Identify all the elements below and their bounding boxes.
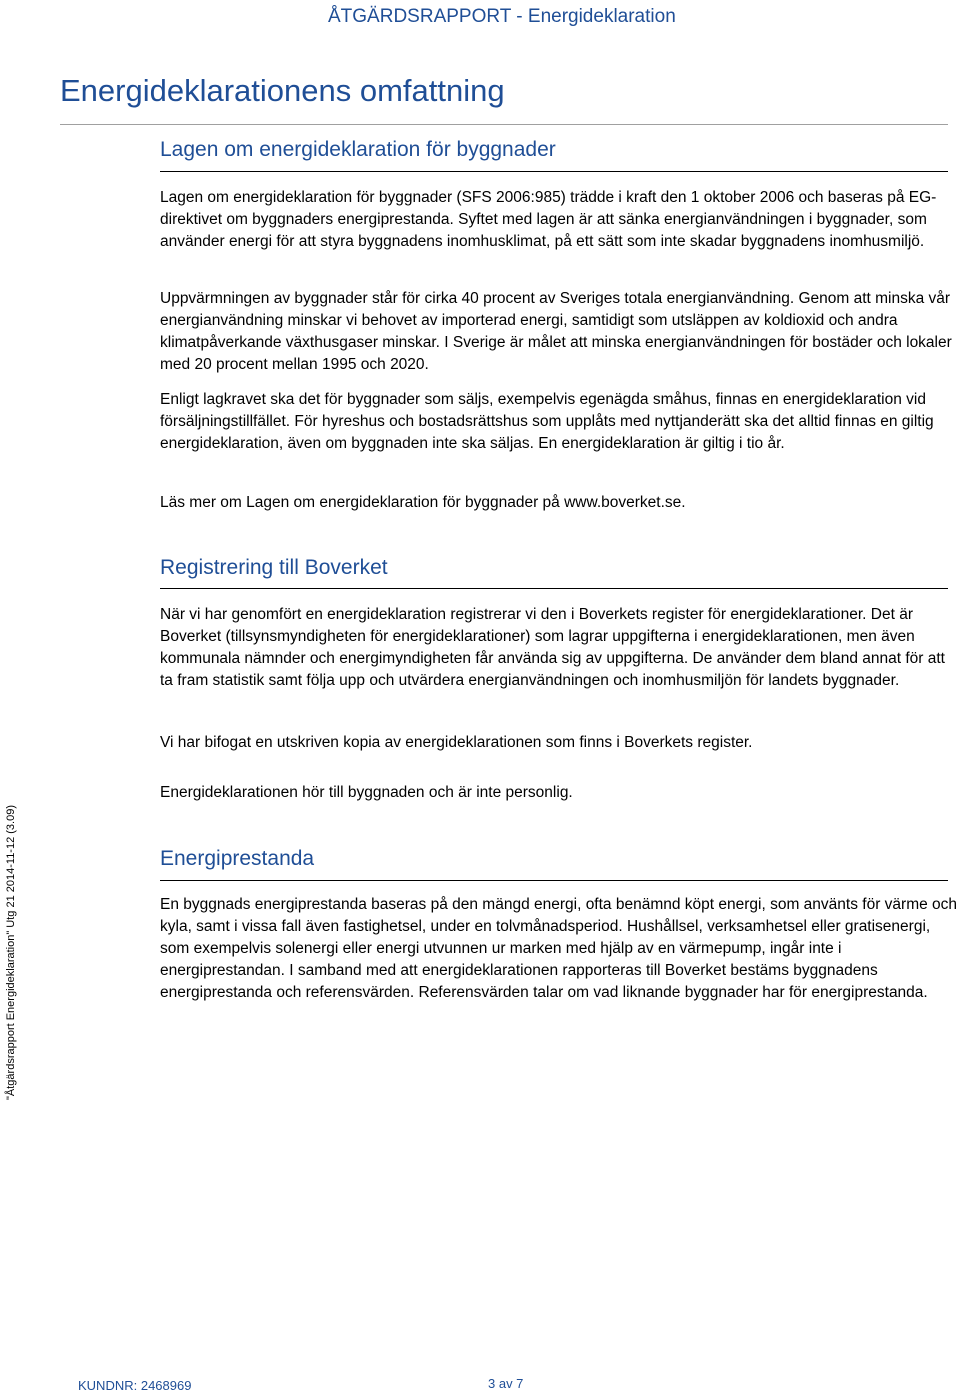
paragraph: Läs mer om Lagen om energideklaration för byggnader på www.boverket.se. [160, 494, 686, 511]
report-header-title: ÅTGÄRDSRAPPORT - Energideklaration [328, 6, 676, 27]
paragraph: När vi har genomfört en energideklaration registrerar vi den i Boverkets register för energideklarationer. Det är Boverket (tillsynsmyndigheten för energideklarationer) som lagrar uppgifterna i energideklarationen, men även kommunala nämnder och energimyndigheten får använda sig av uppgifterna. De använder dem bland annat för att ta fram statistik samt följa upp och utvärdera energianvändningen och inomhusmiljön för landets byggnader. [160, 606, 945, 689]
paragraph: Energideklarationen hör till byggnaden och är inte personlig. [160, 784, 573, 801]
paragraph: En byggnads energiprestanda baseras på den mängd energi, ofta benämnd köpt energi, som använts för värme och kyla, samt i vissa fall även fastighetsel, under en tolvmånadsperiod. Hushållsel, verksamhetsel eller gratisenergi, som exempelvis solenergi eller energi utvunnen ur marken med hjälp av en värmepump, ingår inte i energiprestandan. I samband med att energideklarationen rapporteras till Boverket bestäms byggnadens energiprestanda och referensvärden. Referensvärden talar om vad liknande byggnader har för energiprestanda. [160, 896, 958, 1001]
page-title: Energideklarationens omfattning [60, 73, 505, 108]
section-divider [160, 171, 948, 172]
footer-page-indicator: 3 av 7 [488, 1376, 524, 1391]
section-heading-law: Lagen om energideklaration för byggnader [160, 138, 556, 161]
vertical-document-label: "Åtgärdsrapport Energideklaration" Utg 21 2014-11-12 (3.09) [5, 804, 17, 1100]
title-divider [60, 124, 948, 125]
paragraph: Uppvärmningen av byggnader står för cirka 40 procent av Sveriges totala energianvändning. Genom att minska vår energianvändning minskar vi behovet av importerad energi, samtidigt som utsläppen av koldioxid och andra klimatpåverkande växthusgaser minskar. I Sverige är målet att minska energianvändningen för bostäder och lokaler med 20 procent mellan 1995 och 2020. [160, 290, 952, 373]
section-divider [160, 880, 948, 881]
paragraph: Lagen om energideklaration för byggnader (SFS 2006:985) trädde i kraft den 1 oktober 2006 och baseras på EG-direktivet om byggnaders energiprestanda. Syftet med lagen är att sänka energianvändningen i byggnader, som använder energi för att styra byggnadens inomhusklimat, på ett sätt som inte skadar byggnadens inomhusmiljö. [160, 189, 937, 250]
paragraph: Enligt lagkravet ska det för byggnader som säljs, exempelvis egenägda småhus, finnas en energideklaration vid försäljningstillfället. För hyreshus och bostadsrättshus som upplåts med nyttjanderätt ska det alltid finnas en giltig energideklaration, även om byggnaden inte ska säljas. En energideklaration är giltig i tio år. [160, 391, 934, 452]
paragraph: Vi har bifogat en utskriven kopia av energideklarationen som finns i Boverkets register. [160, 734, 753, 751]
section-divider [160, 588, 948, 589]
footer-customer-number: KUNDNR: 2468969 [78, 1378, 192, 1393]
section-heading-registration: Registrering till Boverket [160, 556, 388, 579]
section-heading-energy-performance: Energiprestanda [160, 847, 315, 870]
